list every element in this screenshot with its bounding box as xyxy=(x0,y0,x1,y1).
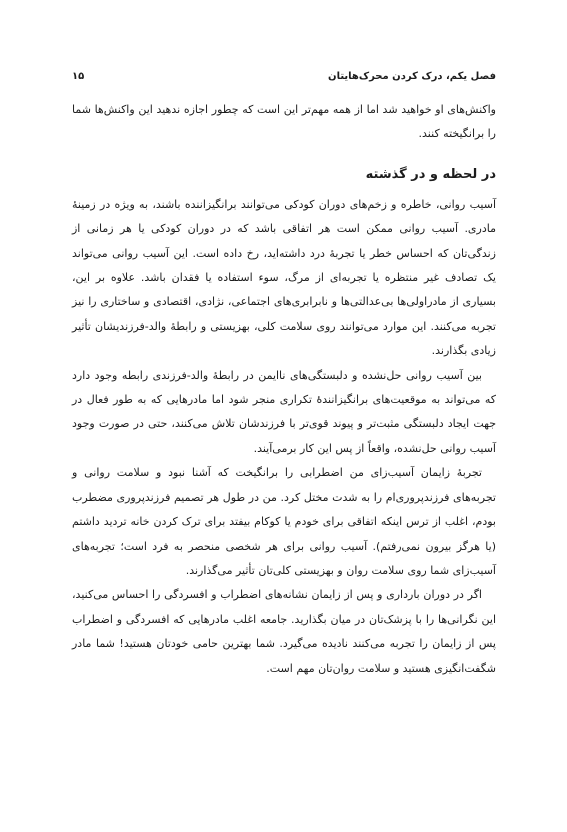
section-heading: در لحظه و در گذشته xyxy=(365,166,496,182)
intro-paragraph: واکنش‌های او خواهید شد اما از همه مهم‌تر این است که چطور اجازه ندهید این واکنش‌ها شما را برانگیخته کنند. xyxy=(72,103,496,141)
book-page xyxy=(72,66,496,681)
body-paragraph-2: بین آسیب روانی حل‌نشده و دلبستگی‌های ناایمن در رابطهٔ والد-فرزندی رابطه وجود دارد که می‌تواند به موقعیت‌های برانگیزانندهٔ تکراری منجر شود اما مادرهایی که به طور فعال در جهت ایجاد دلبستگی مثبت‌تر و پیوند قوی‌تر با فرزندشان تلاش می‌کنند، حتی در صورت وجود آسیب روانی حل‌نشده، واقعاً از پس این کار برمی‌آیند. xyxy=(72,368,496,455)
body-paragraph-3: تجربهٔ زایمان آسیب‌زای من اضطرابی را برانگیخت که آشنا نبود و سلامت روانی و تجربه‌های فرزندپروری‌ام را به شدت مختل کرد. من در طول هر تصمیم فرزندپروری مضطرب بودم، اغلب از ترس اینکه اتفاقی برای خودم یا کوکام بیفتد برای ترک کردن خانه تردید داشتم (یا هرگز بیرون نمی‌رفتم). آسیب روانی برای هر شخصی منحصر به فرد است؛ تجربه‌های آسیب‌زای شما روی سلامت روان و بهزیستی کلی‌تان تأثیر می‌گذارند. xyxy=(72,466,496,577)
body-paragraph-4: اگر در دوران بارداری و پس از زایمان نشانه‌های اضطراب و افسردگی را احساس می‌کنید، این نگرانی‌ها را با پزشک‌تان در میان بگذارید. جامعه اغلب مادرهایی که افسردگی و اضطراب پس از زایمان را تجربه می‌کنند نادیده می‌گیرد. شما بهترین حامی خودتان هستید! شما مادر شگفت‌انگیزی هستید و سلامت روان‌تان مهم است. xyxy=(72,588,496,675)
running-head xyxy=(72,66,496,86)
page-number: ۱۵ xyxy=(72,70,85,82)
body-paragraph-1: آسیب روانی، خاطره و زخم‌های دوران کودکی می‌توانند برانگیزاننده باشند، به ویژه در زمینهٔ مادری. آسیب روانی ممکن است هر اتفاقی باشد که در دوران کودکی یا هر زمانی از زندگی‌تان که احساس خطر یا تجربهٔ درد داشته‌اید، رخ داده است. این آسیب روانی می‌تواند یک تصادف غیر منتظره یا تجربه‌ای از مرگ، سوء استفاده یا فقدان باشد. علاوه بر این، بسیاری از مادراولی‌ها بی‌عدالتی‌ها و نابرابری‌های اجتماعی، نژادی، اقتصادی و ساختاری را نیز تجربه می‌کنند. این موارد می‌توانند روی سلامت کلی، بهزیستی و رابطهٔ والد-فرزندیشان تأثیر زیادی بگذارند. xyxy=(72,197,496,358)
chapter-title: فصل یکم، درک کردن محرک‌هایتان xyxy=(328,70,496,82)
